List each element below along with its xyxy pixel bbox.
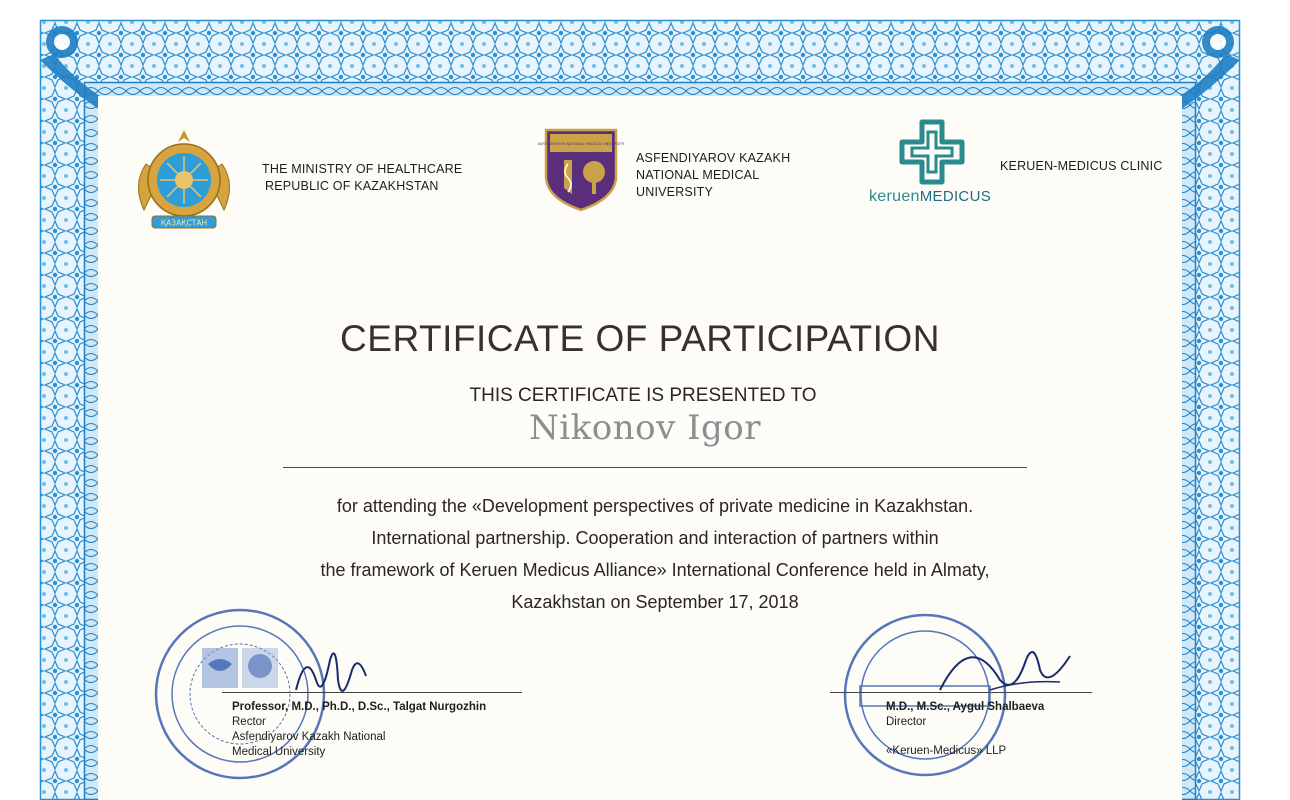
left-signatory-org-line2: Medical University xyxy=(232,746,326,758)
wordmark-keruen: keruen xyxy=(869,188,920,205)
certificate-body xyxy=(200,490,1110,618)
clinic-name-line: KERUEN-MEDICUS CLINIC xyxy=(1000,159,1163,173)
university-name-line1: ASFENDIYAROV KAZAKH xyxy=(636,151,791,165)
emblem-caption: ҚАЗАҚСТАН xyxy=(160,218,208,228)
certificate-title: CERTIFICATE OF PARTICIPATION xyxy=(340,318,940,359)
university-name xyxy=(636,150,790,201)
left-signatory-name: Professor, M.D., Ph.D., D.Sc., Talgat Nurgozhin xyxy=(232,701,487,713)
recipient-name: Nikonov Igor xyxy=(529,408,761,448)
left-signatory-org-line1: Asfendiyarov Kazakh National xyxy=(232,731,386,743)
body-line-2: International partnership. Cooperation and interaction of partners within xyxy=(371,528,939,548)
ministry-name-line2: REPUBLIC OF KAZAKHSTAN xyxy=(265,179,439,193)
clinic-name xyxy=(1000,158,1163,175)
ministry-name xyxy=(262,161,462,195)
body-line-4: Kazakhstan on September 17, 2018 xyxy=(511,592,799,612)
right-signatory-name: M.D., M.Sc., Aygul Shalbaeva xyxy=(886,701,1045,713)
university-crest-icon xyxy=(537,126,625,212)
right-signatory-org: «Keruen-Medicus» LLP xyxy=(886,745,1007,757)
right-signature-icon xyxy=(930,620,1080,700)
recipient-underline xyxy=(283,467,1027,468)
ministry-name-line1: THE MINISTRY OF HEALTHCARE xyxy=(262,162,463,176)
university-name-line3: UNIVERSITY xyxy=(636,185,714,199)
kazakhstan-emblem-icon xyxy=(126,124,242,236)
left-signatory-role: Rector xyxy=(232,716,266,728)
wordmark-medicus: MEDICUS xyxy=(919,188,992,205)
right-signature-line xyxy=(830,692,1092,693)
crest-caption: ASFENDIYAROV NATIONAL MEDICAL UNIVERSITY xyxy=(537,142,625,146)
right-signatory xyxy=(886,700,1044,759)
right-signatory-role: Director xyxy=(886,716,927,728)
university-name-line2: NATIONAL MEDICAL xyxy=(636,168,760,182)
left-signature-line xyxy=(222,692,522,693)
keruen-medicus-wordmark xyxy=(869,188,991,206)
presented-to-label: THIS CERTIFICATE IS PRESENTED TO xyxy=(469,385,817,406)
keruen-medicus-cross-icon xyxy=(898,118,966,186)
left-signatory xyxy=(232,700,486,760)
body-line-3: the framework of Keruen Medicus Alliance» International Conference held in Almaty, xyxy=(320,560,990,580)
body-line-1: for attending the «Development perspectives of private medicine in Kazakhstan. xyxy=(336,496,974,516)
